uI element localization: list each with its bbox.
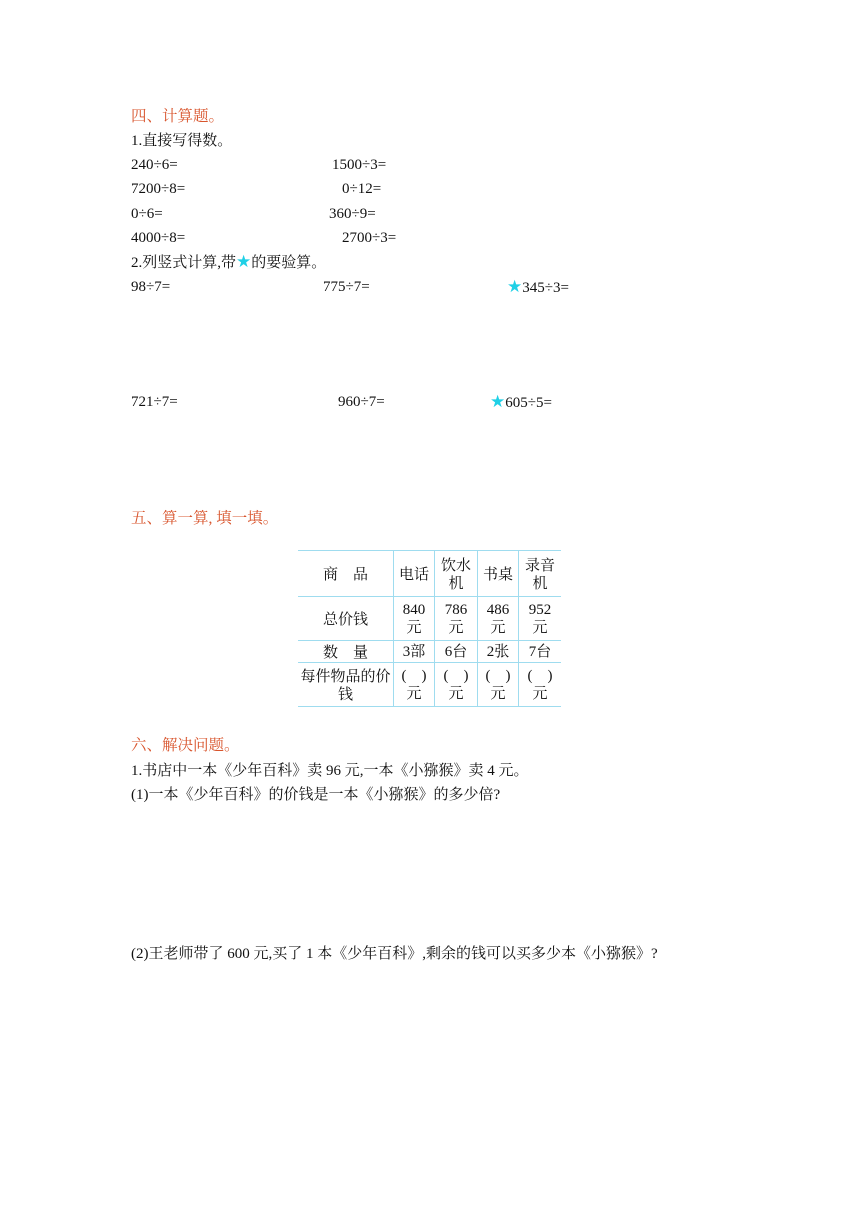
q1-item: 4000÷8= (131, 230, 186, 246)
unit-price-blank: ( )元 (435, 663, 478, 707)
q2-item-text: 345÷3= (522, 280, 569, 296)
total-price-cell: 486元 (478, 597, 519, 641)
goods-name: 书桌 (478, 551, 519, 597)
quantity-cell: 7台 (519, 641, 562, 663)
q1-item: 360÷9= (329, 206, 376, 222)
q1-item: 0÷6= (131, 206, 163, 222)
quantity-cell: 3部 (394, 641, 435, 663)
star-icon: ★ (490, 392, 506, 412)
unit-price-blank: ( )元 (519, 663, 562, 707)
goods-table (298, 550, 561, 707)
table-row (298, 551, 561, 597)
goods-name: 电话 (394, 551, 435, 597)
q6-1-sub1: (1)一本《少年百科》的价钱是一本《小猕猴》的多少倍? (131, 787, 501, 803)
q1-title: 1.直接写得数。 (131, 133, 233, 149)
q2-item-text: 605÷5= (505, 395, 552, 411)
goods-name: 录音机 (519, 551, 562, 597)
section6-title: 六、解决问题。 (131, 737, 240, 754)
goods-name: 饮水机 (435, 551, 478, 597)
total-price-cell: 840元 (394, 597, 435, 641)
total-price-cell: 786元 (435, 597, 478, 641)
row-header: 数 量 (298, 641, 394, 663)
q2-title (131, 253, 326, 272)
q2-item: 98÷7= (131, 279, 171, 295)
q2-title-b: 的要验算。 (251, 255, 327, 271)
q2-item: 721÷7= (131, 394, 178, 410)
star-icon: ★ (236, 252, 252, 272)
row-header: 总价钱 (298, 597, 394, 641)
section5-title: 五、算一算, 填一填。 (131, 510, 279, 527)
table-row (298, 597, 561, 641)
unit-price-blank: ( )元 (478, 663, 519, 707)
q1-item: 0÷12= (342, 181, 382, 197)
q2-item: 775÷7= (323, 279, 370, 295)
unit-price-blank: ( )元 (394, 663, 435, 707)
q6-1-text: 1.书店中一本《少年百科》卖 96 元,一本《小猕猴》卖 4 元。 (131, 763, 529, 779)
table-row (298, 663, 561, 707)
quantity-cell: 6台 (435, 641, 478, 663)
q6-1-sub2: (2)王老师带了 600 元,买了 1 本《少年百科》,剩余的钱可以买多少本《小猕猴》? (131, 946, 658, 962)
q2-item-starred (490, 393, 552, 412)
q1-item: 1500÷3= (332, 157, 387, 173)
q1-item: 2700÷3= (342, 230, 397, 246)
total-price-cell: 952元 (519, 597, 562, 641)
table-row (298, 641, 561, 663)
star-icon: ★ (507, 277, 523, 297)
q2-title-a: 2.列竖式计算,带 (131, 255, 237, 271)
q2-item: 960÷7= (338, 394, 385, 410)
section4-title: 四、计算题。 (131, 108, 225, 125)
row-header: 每件物品的价钱 (298, 663, 394, 707)
q1-item: 240÷6= (131, 157, 178, 173)
quantity-cell: 2张 (478, 641, 519, 663)
q2-item-starred (507, 278, 569, 297)
q1-item: 7200÷8= (131, 181, 186, 197)
row-header: 商 品 (298, 551, 394, 597)
